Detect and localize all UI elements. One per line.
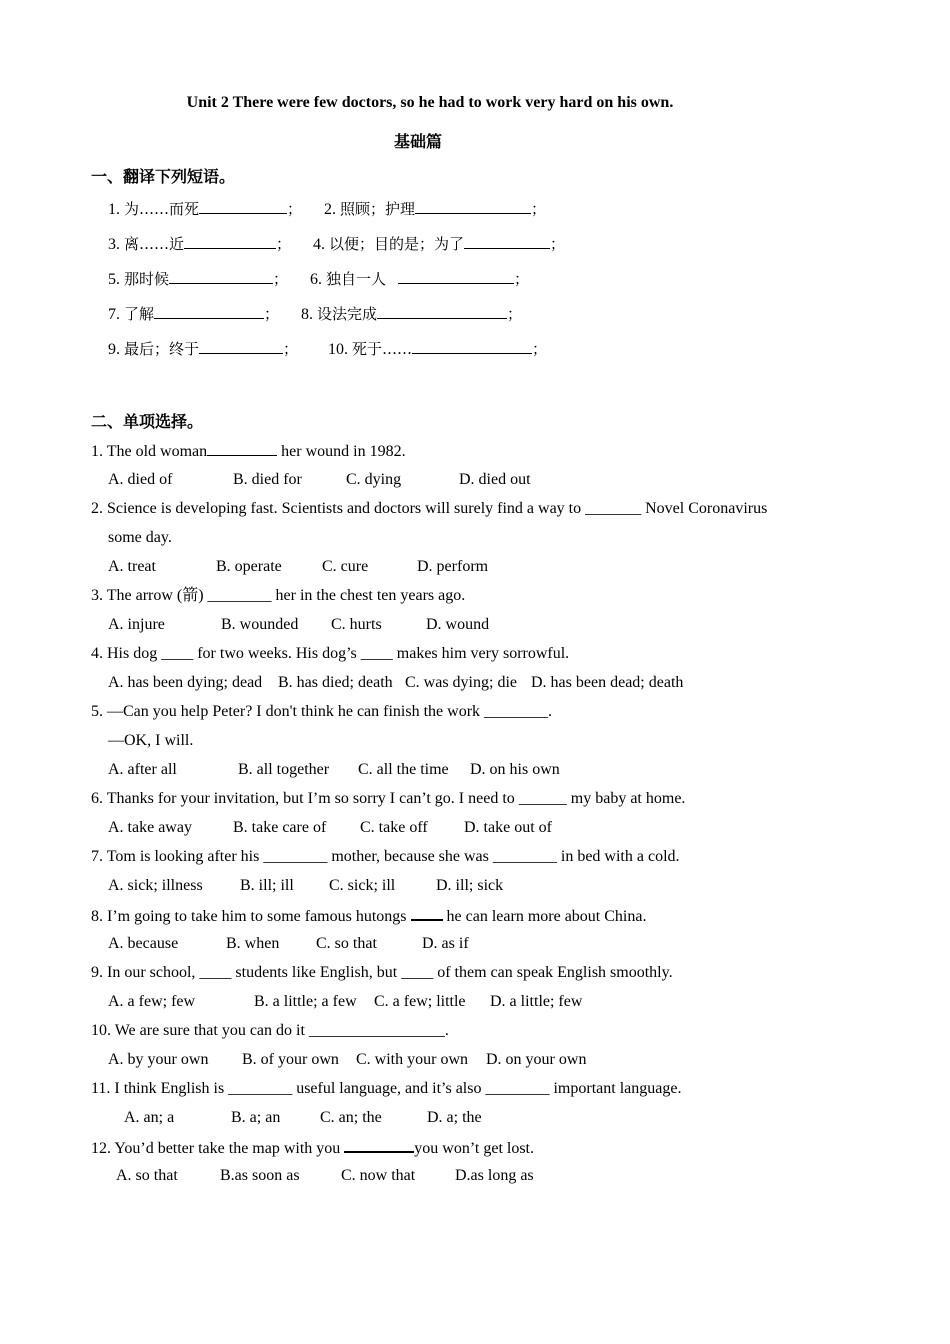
- phrase-row-5: 9. 最后；终于 ； 10. 死于…… ；: [108, 340, 548, 358]
- option-a[interactable]: A. died of: [108, 471, 173, 488]
- answer-blank[interactable]: [377, 304, 507, 319]
- option-d[interactable]: D. perform: [417, 558, 489, 575]
- question-3: 3. The arrow (箭) ________ her in the chest ten years ago.: [91, 587, 466, 604]
- option-b[interactable]: B. all together: [238, 761, 330, 778]
- option-d[interactable]: D. take out of: [464, 819, 552, 836]
- answer-blank[interactable]: [199, 339, 283, 354]
- question-5-continued: —OK, I will.: [108, 732, 194, 749]
- option-c[interactable]: C. cure: [322, 558, 369, 575]
- option-b[interactable]: B. ill; ill: [240, 877, 294, 894]
- section1-heading: 一、翻译下列短语。: [91, 167, 236, 186]
- question-2-continued: some day.: [108, 529, 172, 546]
- option-b[interactable]: B. a; an: [231, 1109, 281, 1126]
- option-d[interactable]: D.as long as: [455, 1167, 534, 1184]
- question-10: 10. We are sure that you can do it _________________.: [91, 1022, 449, 1039]
- option-b[interactable]: B. operate: [216, 558, 282, 575]
- option-d[interactable]: D. a little; few: [490, 993, 583, 1010]
- option-a[interactable]: A. a few; few: [108, 993, 196, 1010]
- question-7: 7. Tom is looking after his ________ mother, because she was ________ in bed with a cold.: [91, 848, 680, 865]
- answer-blank[interactable]: [398, 269, 514, 284]
- option-d[interactable]: D. has been dead; death: [531, 674, 684, 691]
- phrase-row-3: 5. 那时候 ； 6. 独自一人 ；: [108, 270, 530, 288]
- section2-heading: 二、单项选择。: [91, 412, 204, 431]
- answer-blank[interactable]: [412, 339, 532, 354]
- question-7-options: [108, 876, 503, 896]
- option-b[interactable]: B.as soon as: [220, 1167, 300, 1184]
- option-c[interactable]: C. with your own: [356, 1051, 468, 1068]
- option-d[interactable]: D. wound: [426, 616, 490, 633]
- option-a[interactable]: A. injure: [108, 616, 165, 633]
- option-a[interactable]: A. take away: [108, 819, 192, 836]
- question-12: 12. You’d better take the map with you you won’t get lost.: [91, 1137, 534, 1159]
- option-b[interactable]: B. wounded: [221, 616, 299, 633]
- answer-blank[interactable]: [199, 199, 287, 214]
- question-8: 8. I’m going to take him to some famous hutongs he can learn more about China.: [91, 905, 646, 927]
- option-d[interactable]: D. on your own: [486, 1051, 587, 1068]
- question-6: 6. Thanks for your invitation, but I’m so sorry I can’t go. I need to ______ my baby at home.: [91, 790, 686, 807]
- option-c[interactable]: C. so that: [316, 935, 377, 952]
- option-d[interactable]: D. on his own: [470, 761, 560, 778]
- option-c[interactable]: C. a few; little: [374, 993, 466, 1010]
- phrase-row-1: 1. 为……而死 ； 2. 照顾；护理 ；: [108, 200, 547, 218]
- option-c[interactable]: C. sick; ill: [329, 877, 396, 894]
- option-c[interactable]: C. was dying; die: [405, 674, 517, 691]
- answer-blank[interactable]: [464, 234, 550, 249]
- answer-blank[interactable]: [411, 905, 443, 921]
- answer-blank[interactable]: [207, 441, 277, 456]
- option-b[interactable]: B. when: [226, 935, 280, 952]
- option-c[interactable]: C. dying: [346, 471, 402, 488]
- answer-blank[interactable]: [344, 1137, 414, 1153]
- question-9: 9. In our school, ____ students like English, but ____ of them can speak English smoothly.: [91, 964, 673, 981]
- answer-blank[interactable]: [415, 199, 531, 214]
- question-10-options: [108, 1050, 586, 1070]
- option-b[interactable]: B. died for: [233, 471, 302, 488]
- option-a[interactable]: A. so that: [116, 1167, 178, 1184]
- option-c[interactable]: C. an; the: [320, 1109, 382, 1126]
- question-9-options: [108, 992, 582, 1012]
- question-2-options: [108, 557, 488, 577]
- question-6-options: [108, 818, 552, 838]
- question-11: 11. I think English is ________ useful language, and it’s also ________ important language.: [91, 1080, 682, 1097]
- option-a[interactable]: A. by your own: [108, 1051, 209, 1068]
- question-2: 2. Science is developing fast. Scientists and doctors will surely find a way to _______ Novel Coronavirus: [91, 500, 768, 517]
- answer-blank[interactable]: [154, 304, 264, 319]
- option-a[interactable]: A. treat: [108, 558, 156, 575]
- option-b[interactable]: B. take care of: [233, 819, 327, 836]
- option-a[interactable]: A. has been dying; dead: [108, 674, 263, 691]
- question-5-options: [108, 760, 560, 780]
- question-4-options: [108, 673, 683, 693]
- option-a[interactable]: A. sick; illness: [108, 877, 203, 894]
- question-5: 5. —Can you help Peter? I don't think he can finish the work ________.: [91, 703, 553, 720]
- question-8-options: [108, 934, 469, 954]
- question-1-options: [108, 470, 531, 490]
- question-4: 4. His dog ____ for two weeks. His dog’s ____ makes him very sorrowful.: [91, 645, 570, 662]
- page-subtitle: 基础篇: [393, 132, 442, 151]
- page-title: Unit 2 There were few doctors, so he had to work very hard on his own.: [186, 94, 674, 111]
- option-c[interactable]: C. all the time: [358, 761, 449, 778]
- option-c[interactable]: C. take off: [360, 819, 428, 836]
- option-d[interactable]: D. a; the: [427, 1109, 482, 1126]
- phrase-row-4: 7. 了解 ； 8. 设法完成 ；: [108, 305, 523, 323]
- answer-blank[interactable]: [184, 234, 276, 249]
- question-1: 1. The old woman her wound in 1982.: [91, 443, 406, 460]
- option-c[interactable]: C. hurts: [331, 616, 382, 633]
- question-11-options: [124, 1108, 482, 1128]
- phrase-row-2: 3. 离……近 ； 4. 以便；目的是；为了 ；: [108, 235, 566, 253]
- option-d[interactable]: D. as if: [422, 935, 469, 952]
- option-d[interactable]: D. ill; sick: [436, 877, 504, 894]
- option-d[interactable]: D. died out: [459, 471, 531, 488]
- option-c[interactable]: C. now that: [341, 1167, 416, 1184]
- answer-blank[interactable]: [169, 269, 273, 284]
- option-a[interactable]: A. because: [108, 935, 179, 952]
- option-b[interactable]: B. has died; death: [278, 674, 393, 691]
- option-a[interactable]: A. an; a: [124, 1109, 175, 1126]
- option-b[interactable]: B. a little; a few: [254, 993, 357, 1010]
- option-a[interactable]: A. after all: [108, 761, 177, 778]
- question-3-options: [108, 615, 489, 635]
- option-b[interactable]: B. of your own: [242, 1051, 339, 1068]
- question-12-options: [116, 1166, 534, 1186]
